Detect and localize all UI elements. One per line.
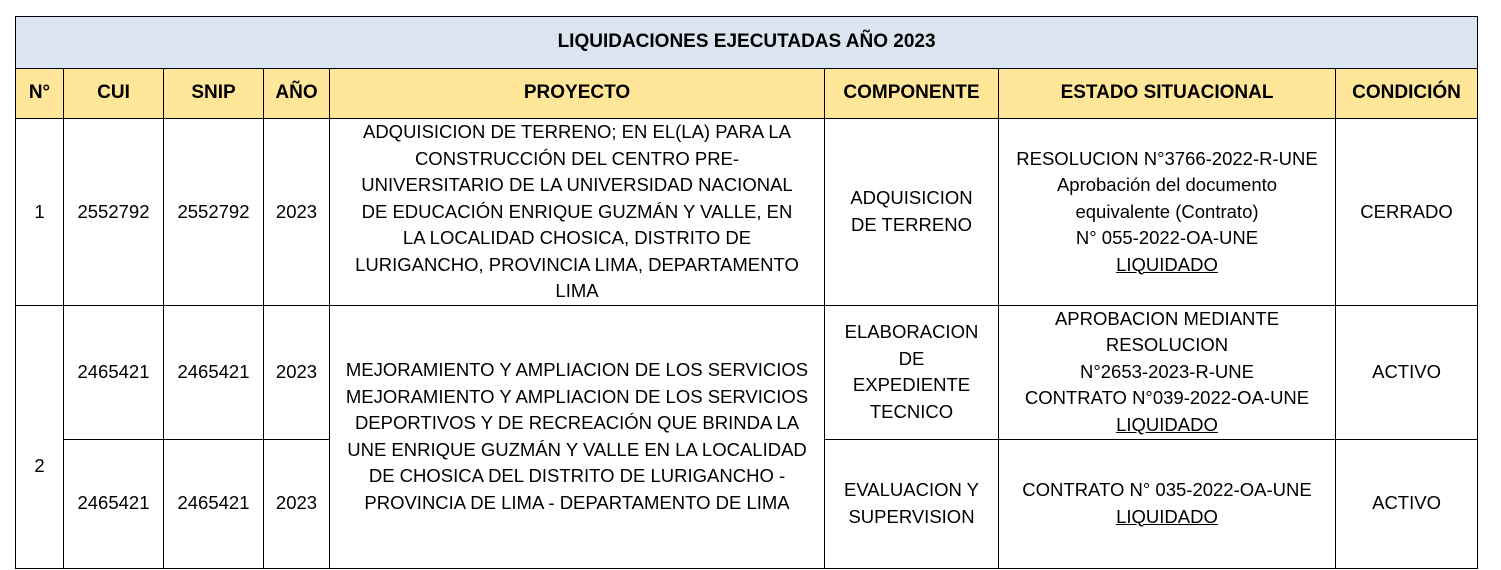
- estado-line: APROBACION MEDIANTE: [1054, 307, 1280, 329]
- cell-anio: 2023: [264, 439, 330, 568]
- table-row: [16, 305, 1478, 439]
- header-snip: SNIP: [164, 69, 264, 119]
- cell-condicion: ACTIVO: [1336, 439, 1478, 568]
- estado-line: equivalente (Contrato): [1075, 200, 1259, 222]
- header-cui: CUI: [64, 69, 164, 119]
- cell-estado: [999, 439, 1336, 568]
- cell-anio: 2023: [264, 305, 330, 439]
- estado-status: LIQUIDADO: [1116, 413, 1218, 435]
- cell-estado: [999, 305, 1336, 439]
- estado-line: N° 055-2022-OA-UNE: [1075, 227, 1259, 248]
- header-condicion: CONDICIÓN: [1336, 69, 1478, 119]
- estado-line: Aprobación del documento: [1056, 174, 1278, 195]
- cell-componente: ADQUISICION DE TERRENO: [825, 119, 999, 306]
- estado-line: CONTRATO N° 035-2022-OA-UNE: [1022, 479, 1312, 500]
- cell-condicion: CERRADO: [1336, 119, 1478, 306]
- cell-cui: 2465421: [64, 305, 164, 439]
- cell-componente: ELABORACION DE EXPEDIENTE TECNICO: [825, 305, 999, 439]
- cell-snip: 2552792: [164, 119, 264, 306]
- cell-proyecto: MEJORAMIENTO Y AMPLIACION DE LOS SERVICIOS MEJORAMIENTO Y AMPLIACION DE LOS SERVICIOS DEPORTIVOS Y DE RECREACIÓN QUE BRINDA LA UNE ENRIQUE GUZMÁN Y VALLE EN LA LOCALIDAD DE CHOSICA DEL DISTRITO DE LURIGANCHO - PROVINCIA DE LIMA - DEPARTAMENTO DE LIMA: [330, 305, 825, 568]
- estado-status: LIQUIDADO: [1116, 253, 1218, 275]
- header-row: [16, 69, 1478, 119]
- header-anio: AÑO: [264, 69, 330, 119]
- cell-cui: 2465421: [64, 439, 164, 568]
- title-row: [16, 17, 1478, 69]
- cell-estado: [999, 119, 1336, 306]
- cell-n: 2: [16, 305, 64, 568]
- liquidaciones-table: [15, 16, 1478, 569]
- cell-cui: 2552792: [64, 119, 164, 306]
- table-title: LIQUIDACIONES EJECUTADAS AÑO 2023: [16, 17, 1478, 69]
- estado-status: LIQUIDADO: [1116, 505, 1218, 527]
- header-estado: ESTADO SITUACIONAL: [999, 69, 1336, 119]
- cell-anio: 2023: [264, 119, 330, 306]
- table-row: [16, 119, 1478, 306]
- estado-line: CONTRATO N°039-2022-OA-UNE: [1024, 387, 1310, 409]
- estado-line: N°2653-2023-R-UNE: [1080, 360, 1254, 382]
- cell-n: 1: [16, 119, 64, 306]
- cell-proyecto: ADQUISICION DE TERRENO; EN EL(LA) PARA LA CONSTRUCCIÓN DEL CENTRO PRE-UNIVERSITARIO DE LA UNIVERSIDAD NACIONAL DE EDUCACIÓN ENRIQUE GUZMÁN Y VALLE, EN LA LOCALIDAD CHOSICA, DISTRITO DE LURIGANCHO, PROVINCIA LIMA, DEPARTAMENTO LIMA: [330, 119, 825, 306]
- cell-componente: EVALUACION Y SUPERVISION: [825, 439, 999, 568]
- cell-snip: 2465421: [164, 439, 264, 568]
- header-proyecto: PROYECTO: [330, 69, 825, 119]
- header-componente: COMPONENTE: [825, 69, 999, 119]
- header-n: N°: [16, 69, 64, 119]
- estado-line: RESOLUCION N°3766-2022-R-UNE: [1016, 147, 1318, 169]
- estado-line: RESOLUCION: [1105, 334, 1229, 356]
- cell-snip: 2465421: [164, 305, 264, 439]
- cell-condicion: ACTIVO: [1336, 305, 1478, 439]
